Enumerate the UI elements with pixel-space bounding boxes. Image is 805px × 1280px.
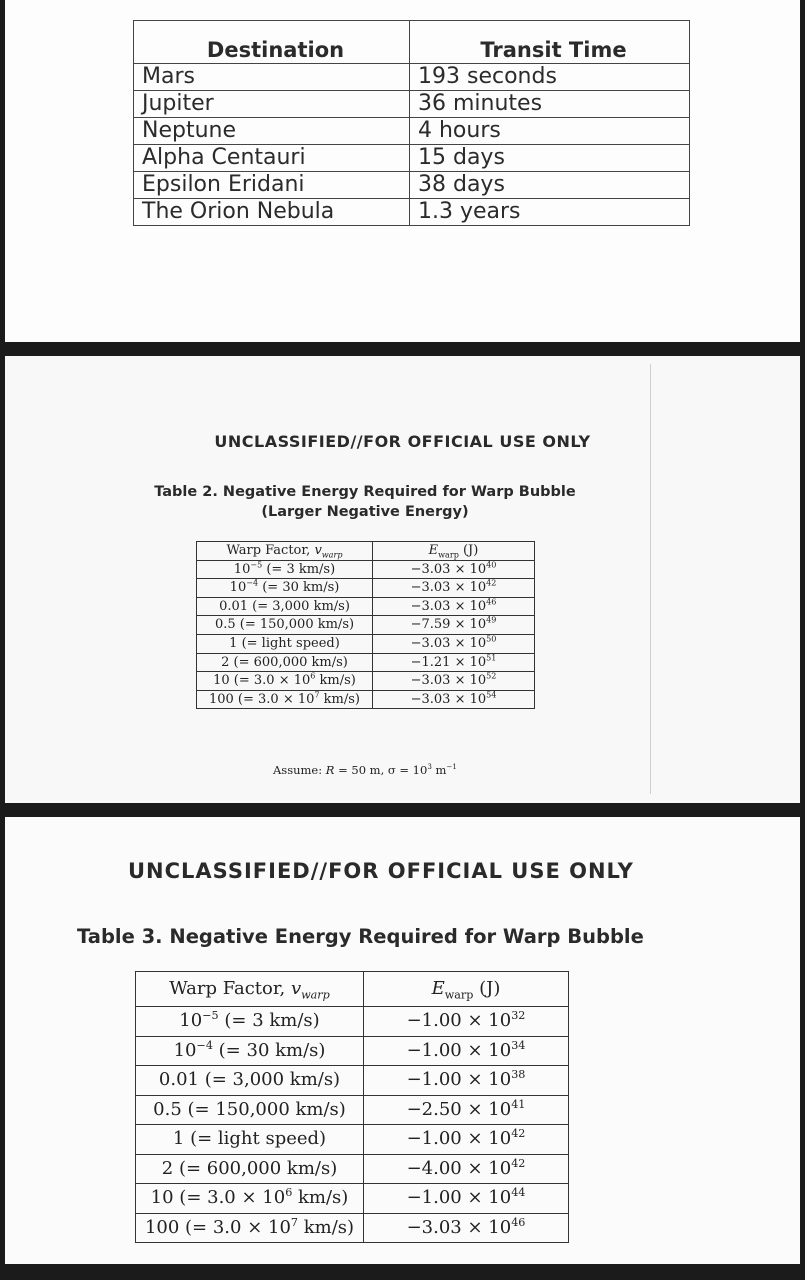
energy-exponent: 38 [511,1068,526,1081]
table-row [136,1125,569,1155]
assume-prefix: Assume: [273,763,326,777]
header-symbol: v [314,543,322,558]
table-row [136,1066,569,1096]
energy-exponent: 42 [486,578,497,588]
energy-cell [364,1184,569,1214]
energy-exponent: 32 [511,1009,526,1022]
table-row [136,1184,569,1214]
column-header-warp-factor [197,542,373,561]
transit-time-table [133,20,690,226]
table2-caption-line2: (Larger Negative Energy) [261,504,469,520]
classification-banner: UNCLASSIFIED//FOR OFFICIAL USE ONLY [214,432,591,451]
energy-cell [373,672,535,691]
warp-energy-table-3 [135,971,569,1243]
factor-base: 2 (= 600,000 km/s) [221,654,348,670]
energy-mantissa: −3.03 × 10 [410,561,487,577]
header-unit: (J) [473,977,501,999]
warp-factor-cell [136,1184,364,1214]
factor-base: 10 (= 3.0 × 10 [213,673,311,689]
warp-factor-cell [197,579,373,598]
factor-rest: (= 3 km/s) [262,561,336,577]
table-header-row [136,972,569,1007]
energy-mantissa: −1.00 × 10 [406,1187,512,1208]
factor-rest: (= 30 km/s) [258,580,340,596]
table2-caption [120,482,610,522]
factor-base: 0.5 (= 150,000 km/s) [214,617,355,633]
column-header-warp-factor [136,972,364,1007]
energy-exponent: 46 [511,1215,526,1229]
table-row [197,690,535,709]
header-subscript: warp [321,550,343,560]
table-row [134,199,690,226]
factor-rest: km/s) [315,673,356,689]
table-row [134,145,690,172]
table-row [197,634,535,653]
energy-cell [373,597,535,616]
transit-time-cell: 193 seconds [410,64,690,91]
factor-base: 0.01 (= 3,000 km/s) [158,1069,341,1090]
warp-factor-cell [197,690,373,709]
table2-caption-line1: Table 2. Negative Energy Required for Warp Bubble [154,484,576,500]
energy-cell [364,1213,569,1243]
header-subscript: warp [438,550,459,560]
warp-energy-table-2 [196,541,535,709]
header-symbol: E [428,543,439,558]
destination-cell: Epsilon Eridani [134,172,410,199]
header-symbol: v [290,977,302,999]
energy-mantissa: −3.03 × 10 [406,1216,512,1238]
assume-mid: = 50 m, σ = 10 [334,763,428,777]
energy-mantissa: −7.59 × 10 [410,617,487,633]
transit-time-cell: 36 minutes [410,91,690,118]
warp-factor-cell [136,1036,364,1066]
warp-factor-cell [136,1213,364,1243]
factor-base: 1 (= light speed) [172,1128,327,1149]
energy-mantissa: −3.03 × 10 [410,635,487,651]
table-row [197,653,535,672]
destination-cell: Mars [134,64,410,91]
energy-exponent: 52 [486,671,497,681]
energy-cell [364,1036,569,1066]
energy-mantissa: −3.03 × 10 [410,673,487,689]
energy-cell [364,1007,569,1037]
table-row [134,172,690,199]
warp-factor-cell [136,1007,364,1037]
transit-time-cell: 1.3 years [410,199,690,226]
assume-symbol-r: R [325,763,335,777]
table-row [134,91,690,118]
energy-exponent: 40 [486,560,497,570]
table-row [197,616,535,635]
warp-factor-cell [197,597,373,616]
energy-exponent: 51 [486,653,497,663]
energy-cell [373,634,535,653]
energy-cell [373,616,535,635]
column-header-energy [373,542,535,561]
energy-exponent: 41 [511,1097,526,1111]
energy-mantissa: −4.00 × 10 [406,1157,512,1179]
energy-cell [364,1095,569,1125]
factor-base: 10 [233,561,251,577]
table-row [197,560,535,579]
energy-mantissa: −1.00 × 10 [406,1069,512,1090]
table-row [197,579,535,598]
energy-cell [364,1125,569,1155]
factor-rest: km/s) [298,1216,355,1238]
table-row [136,1007,569,1037]
energy-cell [373,653,535,672]
energy-exponent: 44 [511,1186,526,1199]
warp-factor-cell [197,634,373,653]
warp-factor-cell [136,1125,364,1155]
energy-mantissa: −3.03 × 10 [410,598,487,614]
energy-cell [373,560,535,579]
table-row [134,118,690,145]
factor-rest: (= 3 km/s) [218,1010,320,1031]
table-header-row [134,21,690,64]
header-label: Warp Factor, [169,977,291,999]
destination-cell: Neptune [134,118,410,145]
header-subscript: warp [444,988,474,1002]
factor-exponent: −4 [246,578,259,588]
energy-mantissa: −1.00 × 10 [406,1128,512,1149]
factor-base: 0.5 (= 150,000 km/s) [153,1098,346,1120]
factor-exponent: 7 [290,1215,299,1229]
transit-time-cell: 15 days [410,145,690,172]
table-row [136,1036,569,1066]
table2-panel [5,356,800,803]
factor-rest: km/s) [319,691,360,707]
warp-factor-cell [197,672,373,691]
assume-exp: 3 [427,762,432,772]
table-header-row [197,542,535,561]
energy-exponent: 34 [511,1038,526,1052]
energy-mantissa: −1.21 × 10 [410,654,487,670]
factor-exponent: 7 [314,690,320,700]
energy-exponent: 49 [486,616,497,626]
energy-exponent: 50 [486,634,497,644]
energy-mantissa: −1.00 × 10 [406,1039,512,1061]
energy-exponent: 54 [486,690,497,700]
assume-unit-exp: −1 [446,762,457,772]
energy-mantissa: −2.50 × 10 [406,1098,512,1120]
table-row [136,1095,569,1125]
warp-factor-cell [136,1095,364,1125]
factor-exponent: −4 [196,1038,213,1052]
factor-exponent: −5 [250,560,263,570]
factor-rest: km/s) [292,1187,349,1208]
energy-cell [364,1066,569,1096]
energy-mantissa: −1.00 × 10 [406,1010,512,1031]
factor-base: 0.01 (= 3,000 km/s) [219,598,350,614]
assume-unit: m [431,763,447,777]
assumption-note [273,763,457,777]
column-header-transit-time: Transit Time [410,21,690,64]
factor-base: 2 (= 600,000 km/s) [161,1157,338,1179]
factor-base: 10 [229,580,247,596]
energy-mantissa: −3.03 × 10 [410,691,487,707]
destination-cell: Jupiter [134,91,410,118]
header-subscript: warp [301,988,330,1002]
factor-base: 100 (= 3.0 × 10 [208,691,315,707]
scan-edge-line [650,364,651,794]
energy-mantissa: −3.03 × 10 [410,580,487,596]
transit-time-cell: 38 days [410,172,690,199]
warp-factor-cell [197,616,373,635]
warp-factor-cell [197,653,373,672]
table3-panel [5,817,800,1264]
factor-rest: (= 30 km/s) [212,1039,326,1061]
energy-exponent: 42 [511,1156,526,1170]
factor-exponent: 6 [285,1186,293,1199]
header-label: Warp Factor, [226,543,315,558]
transit-time-cell: 4 hours [410,118,690,145]
warp-factor-cell [136,1154,364,1184]
energy-cell [373,579,535,598]
table-row [134,64,690,91]
destination-cell: The Orion Nebula [134,199,410,226]
table3-caption: Table 3. Negative Energy Required for Warp Bubble [77,925,644,948]
energy-cell [373,690,535,709]
factor-exponent: 6 [310,671,316,681]
destination-cell: Alpha Centauri [134,145,410,172]
column-header-destination: Destination [134,21,410,64]
factor-base: 1 (= light speed) [229,635,340,651]
energy-exponent: 46 [486,597,497,607]
transit-time-panel [5,0,800,342]
factor-exponent: −5 [202,1009,219,1022]
energy-exponent: 42 [511,1127,526,1140]
table-row [136,1213,569,1243]
warp-factor-cell [197,560,373,579]
header-symbol: E [431,977,445,999]
table-row [197,597,535,616]
factor-base: 10 [179,1010,203,1031]
header-unit: (J) [458,543,479,558]
warp-factor-cell [136,1066,364,1096]
factor-base: 10 (= 3.0 × 10 [150,1187,286,1208]
classification-banner: UNCLASSIFIED//FOR OFFICIAL USE ONLY [128,859,634,883]
column-header-energy [364,972,569,1007]
table-row [197,672,535,691]
energy-cell [364,1154,569,1184]
factor-base: 100 (= 3.0 × 10 [144,1216,291,1238]
factor-base: 10 [173,1039,197,1061]
table-row [136,1154,569,1184]
